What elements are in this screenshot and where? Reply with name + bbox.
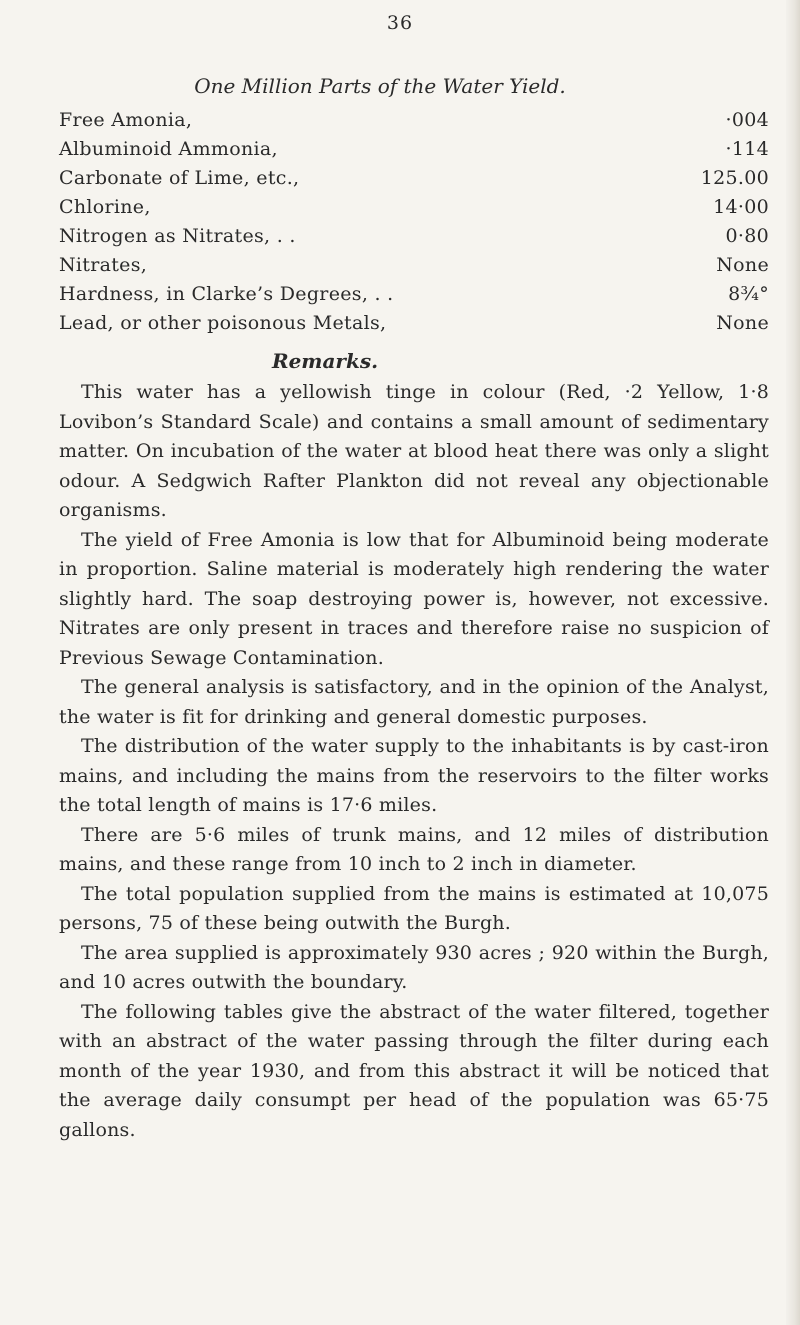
paragraph: The yield of Free Amonia is low that for Albuminoid being moderate in proportion. Saline material is moderately high rendering the water slightly hard. The soap destroying power is, however, not excessive. Nitrates are only present in traces and therefore raise no suspicion of Previous Sewage Contamination. [59, 528, 769, 669]
row-label: Chlorine, [59, 196, 151, 218]
paragraph: The general analysis is satisfactory, and in the opinion of the Analyst, the water is fit for drinking and general domestic purposes. [59, 676, 769, 728]
row-value: 0·80 [725, 225, 769, 247]
row-label: Nitrogen as Nitrates, . . [59, 225, 296, 247]
row-label: Lead, or other poisonous Metals, [59, 312, 387, 334]
table-row [59, 164, 769, 193]
row-value: 14·00 [713, 196, 769, 218]
page-number: 36 [386, 12, 414, 34]
table-row [59, 251, 769, 280]
table-row [59, 222, 769, 251]
row-value: None [716, 312, 769, 334]
row-label: Free Amonia, [59, 109, 193, 131]
table-row [59, 106, 769, 135]
table-row [59, 135, 769, 164]
page-edge-shadow [786, 0, 800, 1325]
row-label: Hardness, in Clarke’s Degrees, . . [59, 283, 394, 305]
paragraph: There are 5·6 miles of trunk mains, and 12 miles of distribution mains, and these range from 10 inch to 2 inch in diameter. [59, 823, 769, 875]
row-value: None [716, 254, 769, 276]
remarks-body [59, 378, 769, 1145]
paragraph: The following tables give the abstract of the water filtered, together with an abstract of the water passing through the filter during each month of the year 1930, and from this abstract it will be noticed that the average daily consumpt per head of the population was 65·75 gallons. [59, 1000, 769, 1141]
table-row [59, 280, 769, 309]
row-value: ·114 [725, 138, 769, 160]
table-row [59, 193, 769, 222]
paragraph: The distribution of the water supply to the inhabitants is by cast-iron mains, and including the mains from the reservoirs to the filter works the total length of mains is 17·6 miles. [59, 735, 769, 816]
table-title: One Million Parts of the Water Yield. [194, 74, 566, 98]
row-label: Nitrates, [59, 254, 148, 276]
paragraph: The total population supplied from the mains is estimated at 10,075 persons, 75 of these being outwith the Burgh. [59, 882, 769, 934]
table-row [59, 309, 769, 338]
row-value: 125.00 [700, 167, 769, 189]
paragraph: The area supplied is approximately 930 acres ; 920 within the Burgh, and 10 acres outwith the boundary. [59, 941, 769, 993]
analysis-table [59, 106, 769, 338]
row-value: ·004 [725, 109, 769, 131]
row-label: Carbonate of Lime, etc., [59, 167, 300, 189]
paragraph: This water has a yellowish tinge in colour (Red, ·2 Yellow, 1·8 Lovibon’s Standard Scale) and contains a small amount of sedimentary matter. On incubation of the water at blood heat there was only a slight odour. A Sedgwich Rafter Plankton did not reveal any objectionable organisms. [59, 381, 769, 521]
remarks-heading: Remarks. [271, 349, 379, 373]
row-value: 8¾° [728, 283, 769, 305]
row-label: Albuminoid Ammonia, [59, 138, 278, 160]
